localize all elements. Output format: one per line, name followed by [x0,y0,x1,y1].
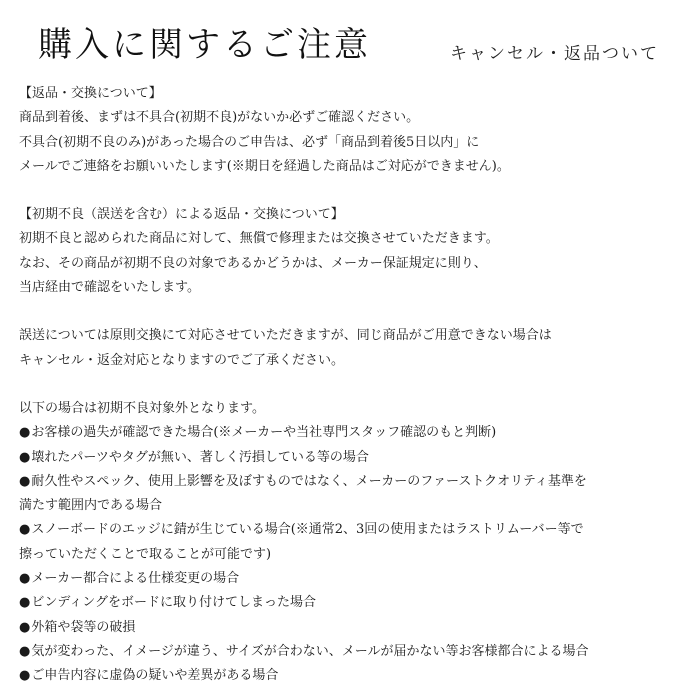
exclusion-item: ● 壊れたパーツやタグが無い、著しく汚損している等の場合 [19,446,695,470]
exclusion-item: ● 耐久性やスペック、使用上影響を及ぼすものではなく、メーカーのファーストクオリティ基準を [19,470,695,494]
section-heading: 【初期不良（誤送を含む）による返品・交換について】 [19,207,344,223]
page-title: 購入に関するご注意 [38,25,371,65]
paragraph-line: 不具合(初期不良のみ)があった場合のご申告は、必ず「商品到着後5日以内」に [19,134,480,150]
exclusion-item: ● お客様の過失が確認できた場合(※メーカーや当社専門スタッフ確認のもと判断) [19,421,695,445]
section-gap [19,179,695,203]
exclusion-item: ● 外箱や袋等の破損 [19,616,695,640]
exclusion-item-continuation: 満たす範囲内である場合 [19,498,163,514]
exclusion-item: ● メーカー都合による仕様変更の場合 [19,567,695,591]
paragraph-line: 初期不良と認められた商品に対して、無償で修理または交換させていただきます。 [19,231,499,247]
paragraph-line: 当店経由で確認をいたします。 [19,280,200,296]
header [38,22,698,72]
section-gap [19,373,695,397]
paragraph-line: 誤送については原則交換にて対応させていただきますが、同じ商品がご用意できない場合は [19,328,552,344]
paragraph-line: メールでご連絡をお願いいたします(※期日を経過した商品はご対応ができません)。 [19,158,510,174]
paragraph-line: なお、その商品が初期不良の対象であるかどうかは、メーカー保証規定に則り、 [19,255,487,271]
paragraph-line: 商品到着後、まずは不具合(初期不良)がないか必ずご確認ください。 [19,110,420,126]
returns-section [19,82,695,179]
misdelivery-section [19,324,695,373]
exclusions-intro: 以下の場合は初期不良対象外となります。 [19,400,265,416]
paragraph-line: キャンセル・返金対応となりますのでご了承ください。 [19,352,345,368]
section-heading: 【返品・交換について】 [19,86,162,101]
exclusion-item-continuation: 擦っていただくことで取ることが可能です) [19,546,272,562]
exclusion-item: ● 気が変わった、イメージが違う、サイズが合わない、メールが届かない等お客様都合による場合 [19,640,695,664]
exclusion-item: ● スノーボードのエッジに錆が生じている場合(※通常2、3回の使用またはラストリムーバー等で [19,518,695,542]
exclusion-item: ● ビンディングをボードに取り付けてしまった場合 [19,591,695,615]
exclusion-item: ● ご申告内容に虚偽の疑いや差異がある場合 [19,664,695,688]
page-subtitle: キャンセル・返品ついて [450,44,659,64]
defect-section [19,203,695,300]
section-gap [19,300,695,324]
notice-content [19,82,695,689]
exclusions-section [19,397,695,689]
